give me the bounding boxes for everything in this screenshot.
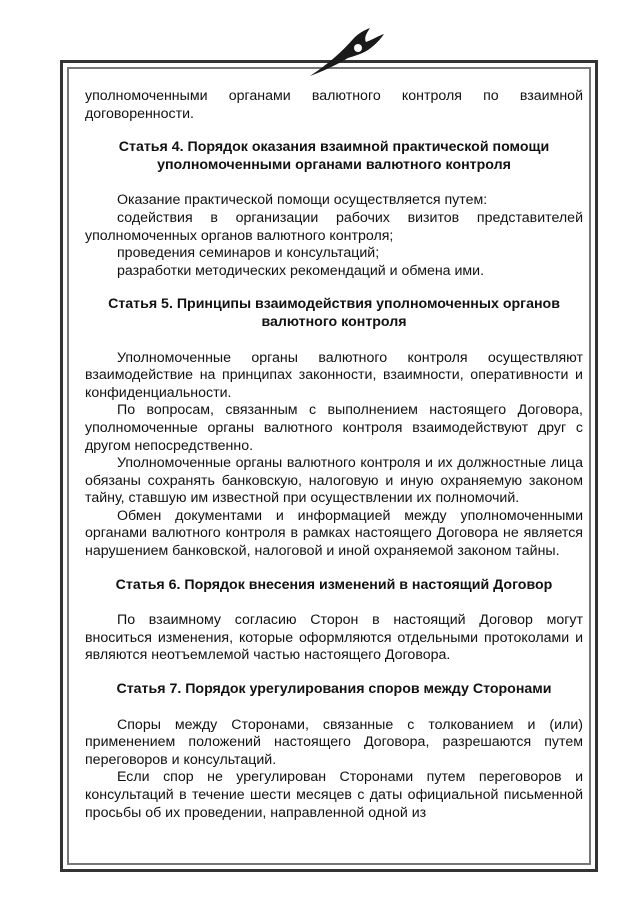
- intro-paragraph: уполномоченными органами валютного контроля по взаимной договоренности.: [85, 88, 583, 122]
- article-5-paragraph: Уполномоченные органы валютного контроля осуществляют взаимодействие на принципах законности, взаимности, оперативности и конфиденциальности.: [85, 349, 583, 401]
- article-4-title: Статья 4. Порядок оказания взаимной практической помощи уполномоченными органами валютного контроля: [118, 139, 550, 173]
- article-5-title: Статья 5. Принципы взаимодействия уполномоченных органов валютного контроля: [108, 296, 560, 330]
- article-7-title: Статья 7. Порядок урегулирования споров между Сторонами: [116, 681, 552, 698]
- article-5-paragraph: Обмен документами и информацией между уполномоченными органами валютного контроля в рамках настоящего Договора не является нарушением банковской, налоговой и иной охраняемой законом тайны.: [85, 507, 583, 560]
- article-5-paragraph: По вопросам, связанным с выполнением настоящего Договора, уполномоченные органы валютного контроля взаимодействуют друг с другом непосредственно.: [85, 402, 583, 454]
- article-7-paragraph: Споры между Сторонами, связанные с толкованием и (или) применением положений настоящего Договора, разрешаются путем переговоров и консультаций.: [85, 716, 583, 768]
- article-7-paragraph: Если спор не урегулирован Сторонами путем переговоров и консультаций в течение шести месяцев с даты официальной письменной просьбы об их проведении, направленной одной из: [85, 769, 583, 821]
- article-4-item: проведения семинаров и консультаций;: [117, 245, 380, 262]
- article-4-lead: Оказание практической помощи осуществляется путем:: [117, 192, 488, 209]
- article-4-item: содействия в организации рабочих визитов представителей уполномоченных органов валютного контроля;: [85, 209, 583, 244]
- bird-emblem-icon: [308, 26, 388, 78]
- article-5-paragraph: Уполномоченные органы валютного контроля и их должностные лица обязаны сохранять банковскую, налоговую и иную охраняемую законом тайну, ставшую им известной при осуществлении их полномочий.: [85, 455, 583, 507]
- article-6-title: Статья 6. Порядок внесения изменений в настоящий Договор: [115, 576, 553, 593]
- article-6-paragraph: По взаимному согласию Сторон в настоящий Договор могут вноситься изменения, которые оформляются отдельными протоколами и являются неотъемлемой частью настоящего Договора.: [85, 612, 583, 664]
- article-4-item: разработки методических рекомендаций и обмена ими.: [117, 262, 485, 279]
- document-body: [85, 88, 583, 822]
